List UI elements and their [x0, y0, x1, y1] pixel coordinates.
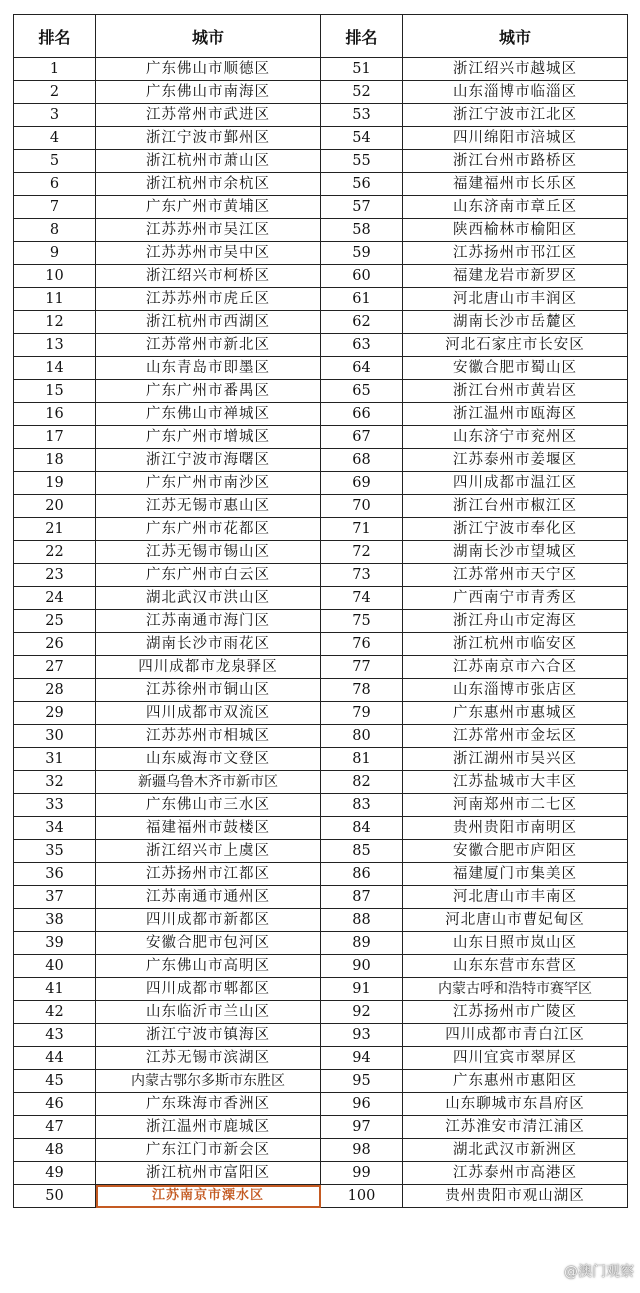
rank-cell: 97: [321, 1116, 403, 1139]
table-row: [14, 1070, 628, 1093]
city-cell: 浙江宁波市镇海区: [96, 1024, 321, 1047]
city-cell: 浙江台州市路桥区: [403, 150, 628, 173]
rank-cell: 36: [14, 863, 96, 886]
city-cell: 广东佛山市顺德区: [96, 58, 321, 81]
city-cell: 山东威海市文登区: [96, 748, 321, 771]
city-cell: 江苏扬州市广陵区: [403, 1001, 628, 1024]
rank-cell: 83: [321, 794, 403, 817]
city-cell: 四川成都市温江区: [403, 472, 628, 495]
table-row: [14, 886, 628, 909]
rank-cell: 18: [14, 449, 96, 472]
city-cell: 江苏无锡市惠山区: [96, 495, 321, 518]
city-cell: 广东佛山市禅城区: [96, 403, 321, 426]
city-cell: 山东济南市章丘区: [403, 196, 628, 219]
rank-cell: 82: [321, 771, 403, 794]
rank-cell: 47: [14, 1116, 96, 1139]
city-cell: 浙江宁波市鄞州区: [96, 127, 321, 150]
table-header: [14, 15, 628, 58]
city-cell: 湖南长沙市望城区: [403, 541, 628, 564]
city-cell: 江苏无锡市滨湖区: [96, 1047, 321, 1070]
city-cell: 浙江舟山市定海区: [403, 610, 628, 633]
rank-cell: 26: [14, 633, 96, 656]
city-cell: 浙江绍兴市上虞区: [96, 840, 321, 863]
city-cell-highlighted: 江苏南京市溧水区: [96, 1185, 321, 1208]
rank-cell: 23: [14, 564, 96, 587]
table-row: [14, 1162, 628, 1185]
city-cell: 河北唐山市丰南区: [403, 886, 628, 909]
rank-cell: 56: [321, 173, 403, 196]
city-cell: 江苏淮安市清江浦区: [403, 1116, 628, 1139]
table-row: [14, 357, 628, 380]
city-cell: 湖南长沙市岳麓区: [403, 311, 628, 334]
table-row: [14, 1093, 628, 1116]
city-cell: 浙江绍兴市越城区: [403, 58, 628, 81]
header-city-left: 城市: [96, 15, 321, 58]
rank-cell: 38: [14, 909, 96, 932]
city-cell: 江苏无锡市锡山区: [96, 541, 321, 564]
city-cell: 浙江宁波市海曙区: [96, 449, 321, 472]
table-row: [14, 1139, 628, 1162]
rank-cell: 98: [321, 1139, 403, 1162]
city-cell: 浙江杭州市萧山区: [96, 150, 321, 173]
table-body: [14, 58, 628, 1208]
rank-cell: 19: [14, 472, 96, 495]
city-cell: 安徽合肥市蜀山区: [403, 357, 628, 380]
city-cell: 安徽合肥市包河区: [96, 932, 321, 955]
table-row: [14, 173, 628, 196]
city-cell: 浙江温州市鹿城区: [96, 1116, 321, 1139]
rank-cell: 87: [321, 886, 403, 909]
city-cell: 浙江杭州市富阳区: [96, 1162, 321, 1185]
city-cell: 广东江门市新会区: [96, 1139, 321, 1162]
rank-cell: 85: [321, 840, 403, 863]
rank-cell: 73: [321, 564, 403, 587]
rank-cell: 58: [321, 219, 403, 242]
city-cell: 山东临沂市兰山区: [96, 1001, 321, 1024]
rank-cell: 90: [321, 955, 403, 978]
city-cell: 江苏扬州市江都区: [96, 863, 321, 886]
table-row: [14, 334, 628, 357]
rank-cell: 41: [14, 978, 96, 1001]
table-row: [14, 771, 628, 794]
table-row: [14, 380, 628, 403]
city-cell: 浙江宁波市奉化区: [403, 518, 628, 541]
rank-cell: 48: [14, 1139, 96, 1162]
rank-cell: 37: [14, 886, 96, 909]
city-cell: 新疆乌鲁木齐市新市区: [96, 771, 321, 794]
city-cell: 江苏徐州市铜山区: [96, 679, 321, 702]
table-row: [14, 610, 628, 633]
rank-cell: 55: [321, 150, 403, 173]
rank-cell: 28: [14, 679, 96, 702]
city-cell: 福建福州市长乐区: [403, 173, 628, 196]
rank-cell: 95: [321, 1070, 403, 1093]
district-ranking-table: [13, 14, 628, 1208]
rank-cell: 8: [14, 219, 96, 242]
city-cell: 广东广州市黄埔区: [96, 196, 321, 219]
city-cell: 江苏扬州市邗江区: [403, 242, 628, 265]
table-row: [14, 518, 628, 541]
rank-cell: 35: [14, 840, 96, 863]
rank-cell: 80: [321, 725, 403, 748]
city-cell: 贵州贵阳市南明区: [403, 817, 628, 840]
city-cell: 四川成都市郫都区: [96, 978, 321, 1001]
rank-cell: 11: [14, 288, 96, 311]
city-cell: 广东惠州市惠阳区: [403, 1070, 628, 1093]
city-cell: 浙江杭州市临安区: [403, 633, 628, 656]
city-cell: 河北唐山市曹妃甸区: [403, 909, 628, 932]
rank-cell: 78: [321, 679, 403, 702]
table-row: [14, 426, 628, 449]
rank-cell: 13: [14, 334, 96, 357]
rank-cell: 30: [14, 725, 96, 748]
city-cell: 贵州贵阳市观山湖区: [403, 1185, 628, 1208]
rank-cell: 70: [321, 495, 403, 518]
city-cell: 湖南长沙市雨花区: [96, 633, 321, 656]
city-cell: 广东广州市增城区: [96, 426, 321, 449]
rank-cell: 75: [321, 610, 403, 633]
city-cell: 浙江杭州市余杭区: [96, 173, 321, 196]
table-row: [14, 196, 628, 219]
rank-cell: 40: [14, 955, 96, 978]
rank-cell: 45: [14, 1070, 96, 1093]
city-cell: 广东佛山市三水区: [96, 794, 321, 817]
rank-cell: 21: [14, 518, 96, 541]
rank-cell: 71: [321, 518, 403, 541]
rank-cell: 16: [14, 403, 96, 426]
city-cell: 广西南宁市青秀区: [403, 587, 628, 610]
rank-cell: 42: [14, 1001, 96, 1024]
rank-cell: 4: [14, 127, 96, 150]
city-cell: 内蒙古鄂尔多斯市东胜区: [96, 1070, 321, 1093]
rank-cell: 24: [14, 587, 96, 610]
city-cell: 江苏南通市海门区: [96, 610, 321, 633]
rank-cell: 10: [14, 265, 96, 288]
rank-cell: 91: [321, 978, 403, 1001]
table-row: [14, 633, 628, 656]
city-cell: 山东青岛市即墨区: [96, 357, 321, 380]
rank-cell: 76: [321, 633, 403, 656]
rank-cell: 74: [321, 587, 403, 610]
rank-cell: 53: [321, 104, 403, 127]
table-row: [14, 150, 628, 173]
city-cell: 浙江绍兴市柯桥区: [96, 265, 321, 288]
city-cell: 四川宜宾市翠屏区: [403, 1047, 628, 1070]
city-cell: 浙江台州市黄岩区: [403, 380, 628, 403]
table-row: [14, 311, 628, 334]
table-row: [14, 702, 628, 725]
rank-cell: 65: [321, 380, 403, 403]
rank-cell: 2: [14, 81, 96, 104]
rank-cell: 7: [14, 196, 96, 219]
header-city-right: 城市: [403, 15, 628, 58]
rank-cell: 27: [14, 656, 96, 679]
city-cell: 山东淄博市张店区: [403, 679, 628, 702]
table-row: [14, 1001, 628, 1024]
table-row: [14, 794, 628, 817]
city-cell: 浙江杭州市西湖区: [96, 311, 321, 334]
table-row: [14, 104, 628, 127]
rank-cell: 25: [14, 610, 96, 633]
rank-cell: 62: [321, 311, 403, 334]
table-row: [14, 288, 628, 311]
rank-cell: 1: [14, 58, 96, 81]
rank-cell: 29: [14, 702, 96, 725]
table-row: [14, 1024, 628, 1047]
city-cell: 四川成都市新都区: [96, 909, 321, 932]
city-cell: 山东东营市东营区: [403, 955, 628, 978]
city-cell: 江苏常州市天宁区: [403, 564, 628, 587]
rank-cell: 100: [321, 1185, 403, 1208]
rank-cell: 17: [14, 426, 96, 449]
rank-cell: 6: [14, 173, 96, 196]
rank-cell: 93: [321, 1024, 403, 1047]
rank-cell: 20: [14, 495, 96, 518]
city-cell: 河北唐山市丰润区: [403, 288, 628, 311]
rank-cell: 66: [321, 403, 403, 426]
city-cell: 浙江温州市瓯海区: [403, 403, 628, 426]
city-cell: 福建厦门市集美区: [403, 863, 628, 886]
city-cell: 广东佛山市南海区: [96, 81, 321, 104]
city-cell: 广东广州市南沙区: [96, 472, 321, 495]
rank-cell: 44: [14, 1047, 96, 1070]
rank-cell: 63: [321, 334, 403, 357]
header-rank-left: 排名: [14, 15, 96, 58]
rank-cell: 79: [321, 702, 403, 725]
table-row: [14, 1047, 628, 1070]
rank-cell: 94: [321, 1047, 403, 1070]
table-row: [14, 403, 628, 426]
rank-cell: 99: [321, 1162, 403, 1185]
city-cell: 广东惠州市惠城区: [403, 702, 628, 725]
table-row: [14, 449, 628, 472]
table-row: [14, 472, 628, 495]
city-cell: 江苏泰州市高港区: [403, 1162, 628, 1185]
rank-cell: 9: [14, 242, 96, 265]
city-cell: 江苏盐城市大丰区: [403, 771, 628, 794]
city-cell: 江苏苏州市虎丘区: [96, 288, 321, 311]
city-cell: 山东聊城市东昌府区: [403, 1093, 628, 1116]
header-rank-right: 排名: [321, 15, 403, 58]
city-cell: 浙江湖州市吴兴区: [403, 748, 628, 771]
city-cell: 江苏苏州市吴江区: [96, 219, 321, 242]
table-row: [14, 863, 628, 886]
table-row: [14, 932, 628, 955]
city-cell: 广东广州市白云区: [96, 564, 321, 587]
city-cell: 河北石家庄市长安区: [403, 334, 628, 357]
city-cell: 广东广州市花都区: [96, 518, 321, 541]
rank-cell: 14: [14, 357, 96, 380]
table-row: [14, 840, 628, 863]
rank-cell: 12: [14, 311, 96, 334]
rank-cell: 92: [321, 1001, 403, 1024]
rank-cell: 57: [321, 196, 403, 219]
table-row: [14, 541, 628, 564]
rank-cell: 39: [14, 932, 96, 955]
table-row: [14, 817, 628, 840]
city-cell: 福建福州市鼓楼区: [96, 817, 321, 840]
city-cell: 山东日照市岚山区: [403, 932, 628, 955]
table-row: [14, 127, 628, 150]
table-row: [14, 725, 628, 748]
city-cell: 安徽合肥市庐阳区: [403, 840, 628, 863]
rank-cell: 60: [321, 265, 403, 288]
city-cell: 江苏南京市六合区: [403, 656, 628, 679]
table-row: [14, 679, 628, 702]
rank-cell: 54: [321, 127, 403, 150]
city-cell: 浙江台州市椒江区: [403, 495, 628, 518]
city-cell: 河南郑州市二七区: [403, 794, 628, 817]
table-row: [14, 265, 628, 288]
rank-cell: 64: [321, 357, 403, 380]
rank-cell: 50: [14, 1185, 96, 1208]
table-row: [14, 1116, 628, 1139]
city-cell: 广东珠海市香洲区: [96, 1093, 321, 1116]
table-row: [14, 58, 628, 81]
rank-cell: 89: [321, 932, 403, 955]
table-row: [14, 564, 628, 587]
rank-cell: 34: [14, 817, 96, 840]
rank-cell: 69: [321, 472, 403, 495]
table-row: [14, 587, 628, 610]
city-cell: 江苏常州市新北区: [96, 334, 321, 357]
table-row: [14, 1185, 628, 1208]
rank-cell: 51: [321, 58, 403, 81]
city-cell: 江苏常州市武进区: [96, 104, 321, 127]
city-cell: 四川绵阳市涪城区: [403, 127, 628, 150]
city-cell: 陕西榆林市榆阳区: [403, 219, 628, 242]
rank-cell: 15: [14, 380, 96, 403]
city-cell: 江苏苏州市相城区: [96, 725, 321, 748]
rank-cell: 33: [14, 794, 96, 817]
city-cell: 山东济宁市兖州区: [403, 426, 628, 449]
table-row: [14, 748, 628, 771]
rank-cell: 43: [14, 1024, 96, 1047]
city-cell: 山东淄博市临淄区: [403, 81, 628, 104]
city-cell: 广东佛山市高明区: [96, 955, 321, 978]
city-cell: 四川成都市双流区: [96, 702, 321, 725]
rank-cell: 81: [321, 748, 403, 771]
rank-cell: 3: [14, 104, 96, 127]
city-cell: 内蒙古呼和浩特市赛罕区: [403, 978, 628, 1001]
rank-cell: 86: [321, 863, 403, 886]
table-row: [14, 242, 628, 265]
table-row: [14, 495, 628, 518]
city-cell: 江苏常州市金坛区: [403, 725, 628, 748]
rank-cell: 88: [321, 909, 403, 932]
city-cell: 江苏泰州市姜堰区: [403, 449, 628, 472]
rank-cell: 96: [321, 1093, 403, 1116]
city-cell: 四川成都市龙泉驿区: [96, 656, 321, 679]
city-cell: 四川成都市青白江区: [403, 1024, 628, 1047]
city-cell: 湖北武汉市洪山区: [96, 587, 321, 610]
rank-cell: 32: [14, 771, 96, 794]
city-cell: 浙江宁波市江北区: [403, 104, 628, 127]
rank-cell: 49: [14, 1162, 96, 1185]
rank-cell: 46: [14, 1093, 96, 1116]
rank-cell: 31: [14, 748, 96, 771]
table-row: [14, 219, 628, 242]
city-cell: 湖北武汉市新洲区: [403, 1139, 628, 1162]
header-row: [14, 15, 628, 58]
city-cell: 江苏苏州市吴中区: [96, 242, 321, 265]
rank-cell: 5: [14, 150, 96, 173]
rank-cell: 84: [321, 817, 403, 840]
rank-cell: 77: [321, 656, 403, 679]
table-row: [14, 955, 628, 978]
table-row: [14, 909, 628, 932]
city-cell: 江苏南通市通州区: [96, 886, 321, 909]
rank-cell: 59: [321, 242, 403, 265]
rank-cell: 61: [321, 288, 403, 311]
table-row: [14, 656, 628, 679]
table-row: [14, 978, 628, 1001]
table-row: [14, 81, 628, 104]
city-cell: 福建龙岩市新罗区: [403, 265, 628, 288]
city-cell: 广东广州市番禺区: [96, 380, 321, 403]
rank-cell: 72: [321, 541, 403, 564]
rank-cell: 22: [14, 541, 96, 564]
rank-cell: 52: [321, 81, 403, 104]
rank-cell: 68: [321, 449, 403, 472]
watermark: @澳门观察: [564, 1264, 634, 1280]
rank-cell: 67: [321, 426, 403, 449]
